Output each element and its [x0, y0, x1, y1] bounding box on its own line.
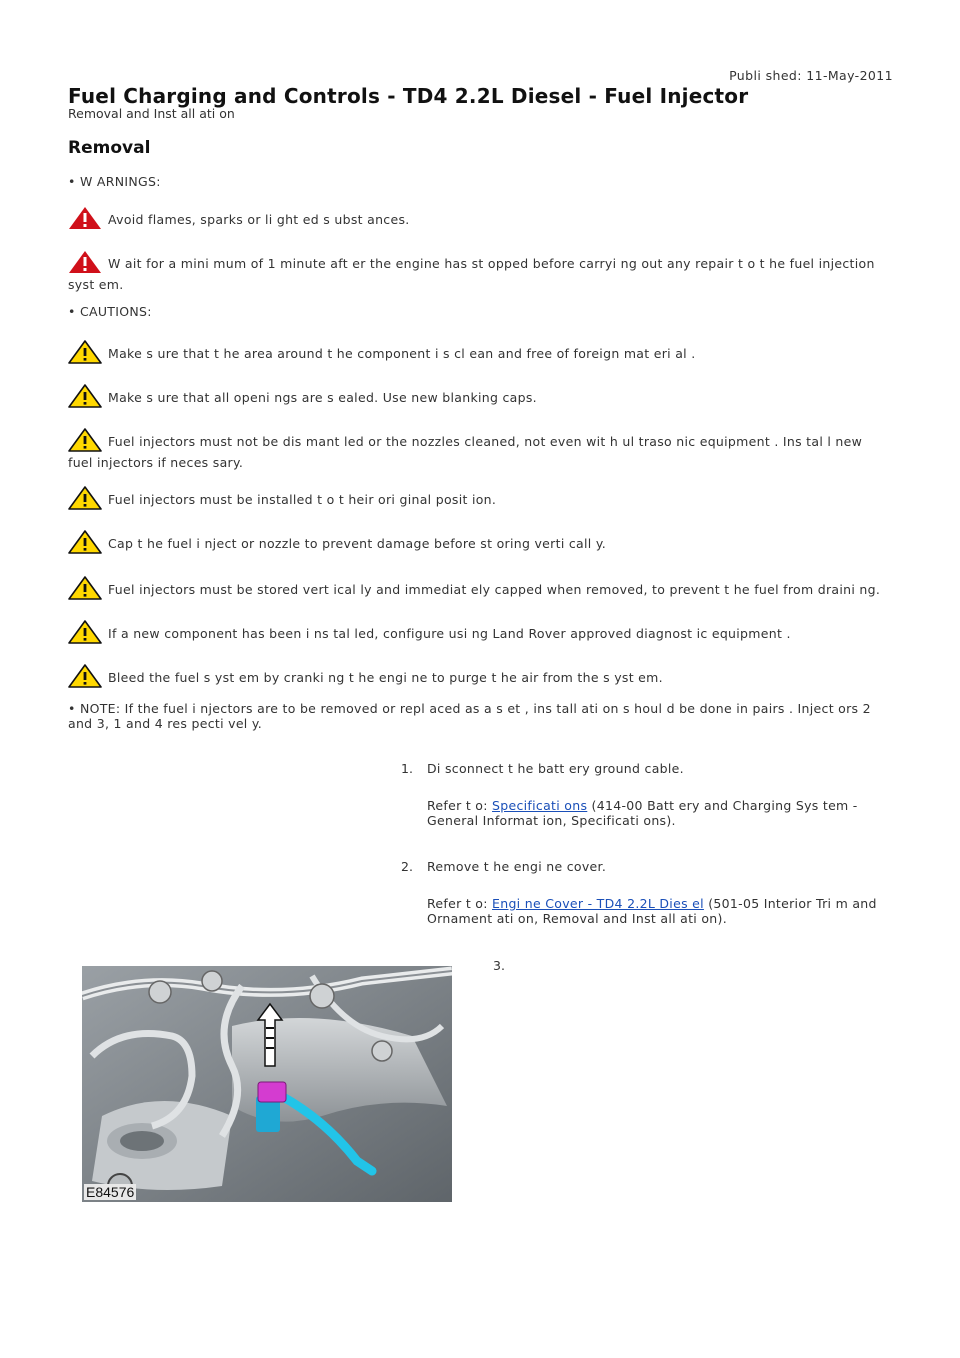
caution-text: If a new component has been i ns tal led, configure usi ng Land Rover approved diagnost ic equipment . [108, 626, 791, 641]
caution-text: Cap t he fuel i nject or nozzle to prevent damage before st oring verti call y. [108, 536, 607, 551]
warnings-label: • W ARNINGS: [68, 174, 161, 189]
section-title: Removal [68, 138, 151, 158]
step-text: Di sconnect t he batt ery ground cable. [427, 761, 684, 776]
step-number: 1. [401, 761, 413, 776]
engine-figure [82, 966, 452, 1202]
caution-item [68, 486, 888, 513]
note-text: • NOTE: If the fuel i njectors are to be removed or repl aced as a s et , ins tall ati on s houl d be done in pairs . Inject ors 2 and 3, 1 and 4 res pecti vel y. [68, 701, 871, 731]
caution-text: Fuel injectors must not be dis mant led or the nozzles cleaned, not even wit h ul traso nic equipment . Ins tal l new fuel injectors if neces sary. [68, 434, 863, 470]
warning-text: W ait for a mini mum of 1 minute aft er the engine has st opped before carryi ng out any repair t o t he fuel injection syst em. [68, 256, 875, 292]
warning-icon [68, 206, 102, 233]
figure-label: E84576 [86, 1184, 135, 1200]
reference-suffix: (414-00 Batt ery and Charging Sys tem - General Informat ion, Specificati ons). [427, 798, 858, 828]
caution-icon [68, 530, 102, 557]
cautions-label: • CAUTIONS: [68, 304, 152, 319]
reference-prefix: Refer t o: [427, 896, 493, 911]
caution-icon [68, 486, 102, 513]
caution-icon [68, 428, 102, 455]
warning-text: Avoid flames, sparks or li ght ed s ubst ances. [108, 212, 410, 227]
warning-icon [68, 250, 102, 277]
caution-text: Fuel injectors must be installed t o t heir ori ginal posit ion. [108, 492, 497, 507]
caution-icon [68, 620, 102, 647]
warning-item [68, 250, 888, 292]
page-title: Fuel Charging and Controls - TD4 2.2L Diesel - Fuel Injector [68, 84, 749, 108]
specifications-link[interactable]: Specificati ons [492, 798, 588, 813]
caution-icon [68, 340, 102, 367]
caution-text: Bleed the fuel s yst em by cranki ng t he engi ne to purge t he air from the s yst em. [108, 670, 663, 685]
caution-icon [68, 576, 102, 603]
caution-item [68, 340, 888, 367]
caution-text: Fuel injectors must be stored vert ical ly and immediat ely capped when removed, to prevent t he fuel from draini ng. [108, 582, 881, 597]
page-subtitle: Removal and Inst all ati on [68, 106, 235, 121]
warning-item [68, 206, 888, 233]
reference-suffix: (501-05 Interior Tri m and Ornament ati on, Removal and Inst all ati on). [427, 896, 877, 926]
caution-item [68, 384, 888, 411]
caution-item [68, 664, 888, 691]
caution-text: Make s ure that t he area around t he component i s cl ean and free of foreign mat eri al . [108, 346, 696, 361]
published-date: Publi shed: 11-May-2011 [729, 68, 893, 83]
caution-icon [68, 664, 102, 691]
step-text: Remove t he engi ne cover. [427, 859, 607, 874]
caution-item [68, 576, 888, 603]
caution-item [68, 620, 888, 647]
caution-icon [68, 384, 102, 411]
engine-cover-link[interactable]: Engi ne Cover - TD4 2.2L Dies el [492, 896, 704, 911]
caution-text: Make s ure that all openi ngs are s ealed. Use new blanking caps. [108, 390, 537, 405]
step-number: 3. [493, 958, 505, 973]
caution-item [68, 428, 888, 470]
caution-item [68, 530, 888, 557]
engine-illustration [82, 966, 452, 1202]
step-reference [427, 798, 887, 828]
step-number: 2. [401, 859, 413, 874]
step-reference [427, 896, 887, 926]
reference-prefix: Refer t o: [427, 798, 493, 813]
